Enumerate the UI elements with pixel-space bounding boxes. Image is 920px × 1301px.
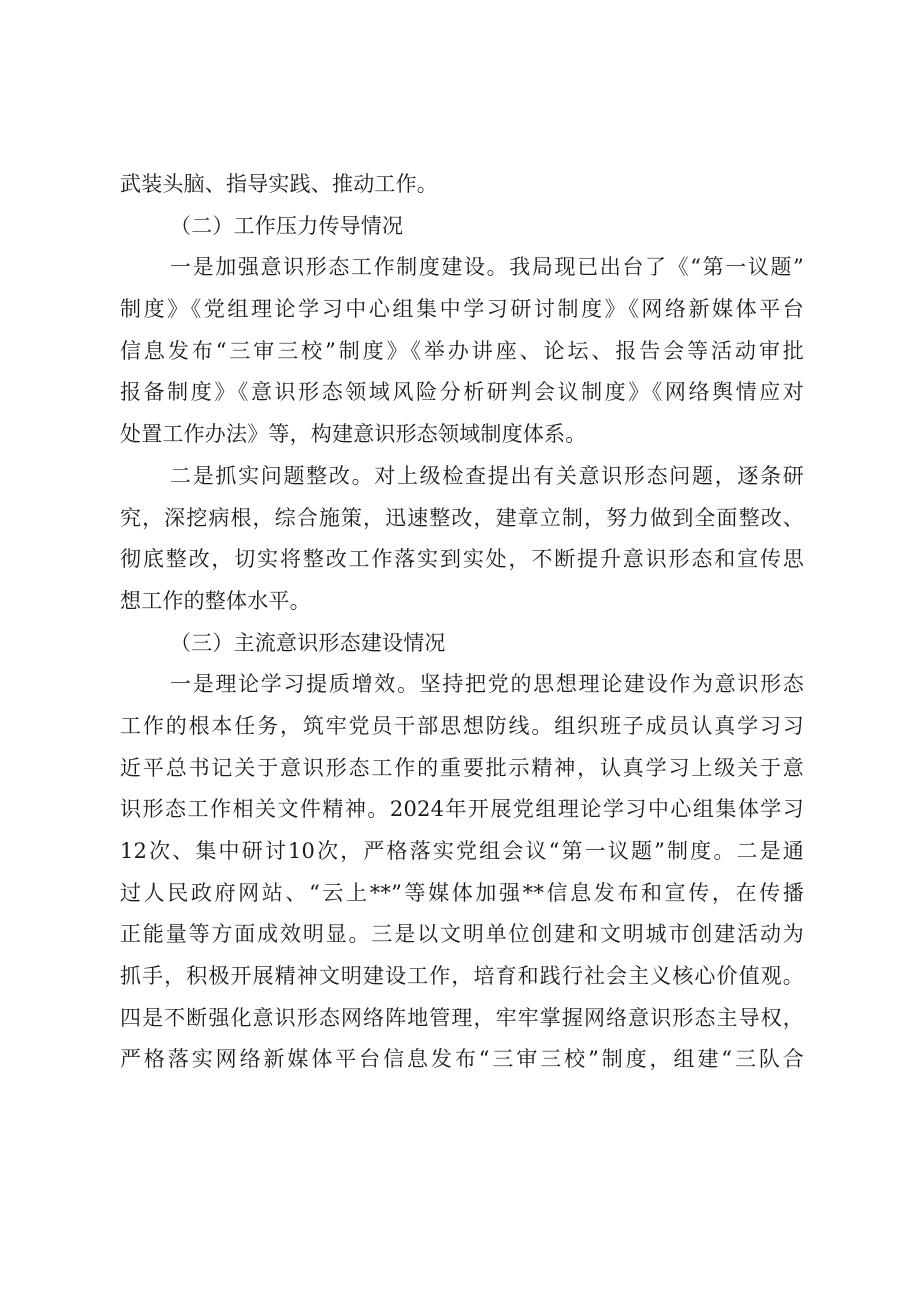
paragraph-line: 工作的根本任务，筑牢党员干部思想防线。组织班子成员认真学习习	[120, 713, 804, 738]
paragraph-line: 识形态工作相关文件精神。2024年开展党组理论学习中心组集体学习	[120, 797, 804, 822]
paragraph-line: 报备制度》《意识形态领域风险分析研判会议制度》《网络舆情应对	[120, 380, 804, 405]
paragraph-line: 处置工作办法》等，构建意识形态领域制度体系。	[120, 422, 587, 447]
paragraph-line: 一是加强意识形态工作制度建设。我局现已出台了《“第一议题”	[170, 255, 804, 280]
paragraph-line: 武装头脑、指导实践、推动工作。	[120, 172, 438, 196]
paragraph-line: 正能量等方面成效明显。三是以文明单位创建和文明城市创建活动为	[120, 922, 804, 947]
paragraph-line: 抓手，积极开展精神文明建设工作，培育和践行社会主义核心价值观。	[120, 964, 804, 989]
section-heading-3: （三）主流意识形态建设情况	[170, 630, 446, 655]
paragraph-line: 彻底整改，切实将整改工作落实到实处，不断提升意识形态和宣传思	[120, 547, 804, 572]
paragraph-line: 12次、集中研讨10次，严格落实党组会议“第一议题”制度。二是通	[120, 839, 804, 863]
paragraph-line: 近平总书记关于意识形态工作的重要批示精神，认真学习上级关于意	[120, 755, 804, 780]
document-body	[120, 164, 804, 1081]
paragraph-line: 二是抓实问题整改。对上级检查提出有关意识形态问题，逐条研	[170, 463, 804, 488]
paragraph-line: 信息发布“三审三校”制度》《举办讲座、论坛、报告会等活动审批	[120, 338, 804, 363]
paragraph-line: 四是不断强化意识形态网络阵地管理，牢牢掌握网络意识形态主导权，	[120, 1005, 804, 1030]
paragraph-line: 一是理论学习提质增效。坚持把党的思想理论建设作为意识形态	[170, 672, 804, 697]
paragraph-line: 过人民政府网站、“云上**”等媒体加强**信息发布和宣传，在传播	[120, 880, 804, 905]
paragraph-line: 严格落实网络新媒体平台信息发布“三审三校”制度，组建“三队合	[120, 1047, 804, 1072]
paragraph-line: 制度》《党组理论学习中心组集中学习研讨制度》《网络新媒体平台	[120, 297, 804, 322]
paragraph-line: 想工作的整体水平。	[120, 588, 311, 613]
section-heading-2: （二）工作压力传导情况	[170, 213, 404, 238]
paragraph-line: 究，深挖病根，综合施策，迅速整改，建章立制，努力做到全面整改、	[120, 505, 804, 530]
